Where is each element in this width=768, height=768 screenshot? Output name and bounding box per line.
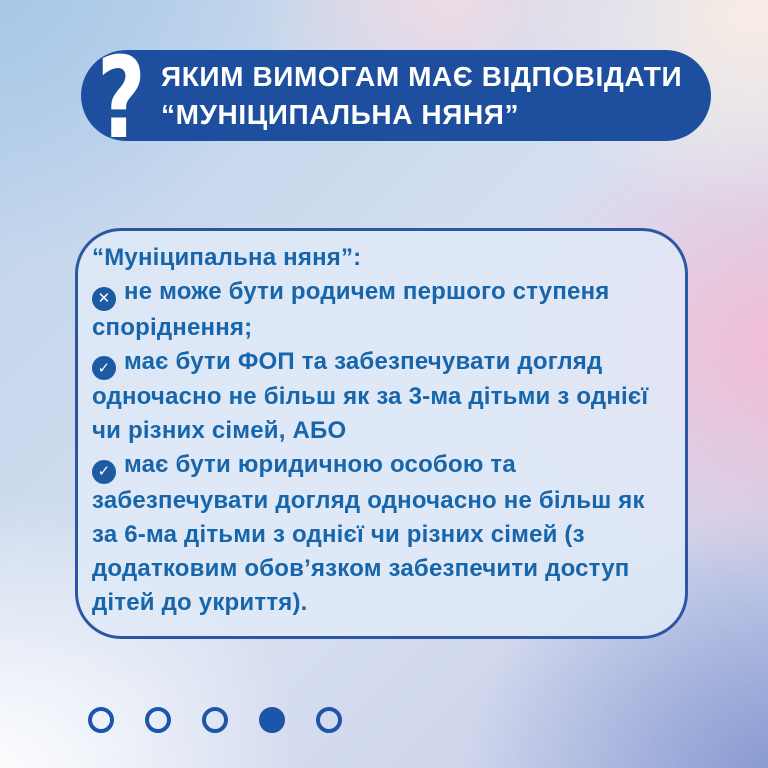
check-circle-icon: ✓ xyxy=(92,356,116,380)
title-line-1: ЯКИМ ВИМОГАМ МАЄ ВІДПОВІДАТИ xyxy=(161,60,683,92)
title-line-2: “МУНІЦИПАЛЬНА НЯНЯ” xyxy=(161,98,520,130)
info-card xyxy=(75,228,688,639)
pagination-dot-4[interactable] xyxy=(259,707,285,733)
list-item xyxy=(92,345,669,449)
question-mark-icon: ? xyxy=(97,33,146,164)
list-item xyxy=(92,275,669,345)
list-item-text: має бути юридичною особою та забезпечувати догляд одночасно не більш як за 6-ма дітьми з однієї чи різних сімей (з додатковим обов’язком забезпечити доступ дітей до укриття). xyxy=(92,451,645,616)
pagination-dot-3[interactable] xyxy=(202,707,228,733)
pagination-dot-5[interactable] xyxy=(316,707,342,733)
pagination xyxy=(88,707,342,733)
list-item-text: має бути ФОП та забезпечувати догляд одночасно не більш як за 3-ма дітьми з однієї чи різних сімей, АБО xyxy=(92,347,649,444)
check-circle-icon: ✓ xyxy=(92,460,116,484)
card-intro: “Муніципальна няня”: xyxy=(92,244,362,271)
list-item xyxy=(92,448,669,620)
title-banner xyxy=(81,33,711,164)
pagination-dot-2[interactable] xyxy=(145,707,171,733)
list-item-text: не може бути родичем першого ступеня споріднення; xyxy=(92,278,610,341)
x-circle-icon: ✕ xyxy=(92,287,116,311)
pagination-dot-1[interactable] xyxy=(88,707,114,733)
page-title xyxy=(161,58,682,134)
